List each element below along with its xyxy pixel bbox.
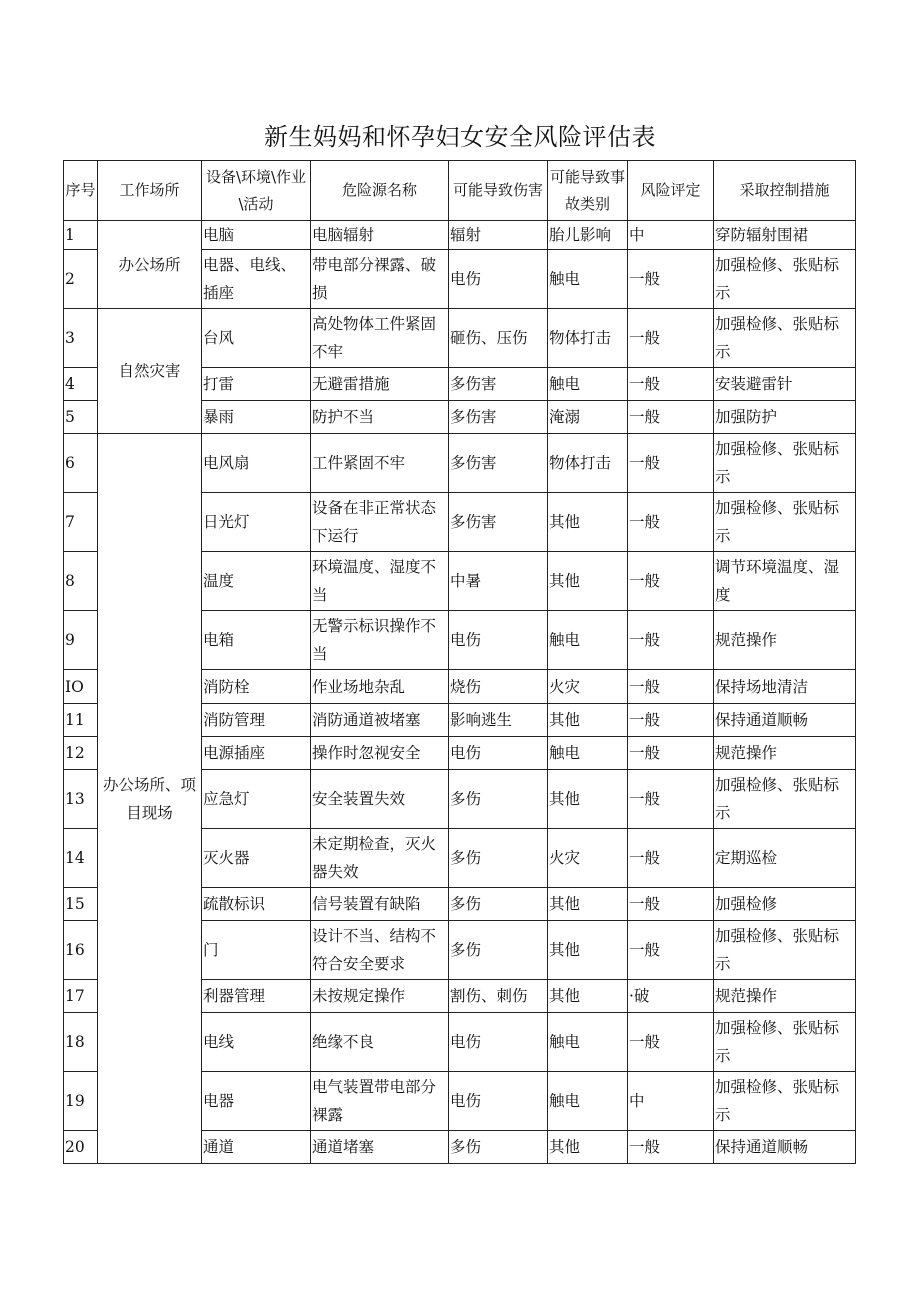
hazard-cell: 工件紧固不牢 xyxy=(311,434,449,493)
hazard-cell: 设备在非正常状态下运行 xyxy=(311,493,449,552)
row-number: 1 xyxy=(64,221,98,250)
measure-cell: 加强防护 xyxy=(714,401,856,434)
accident-cell: 胎儿影响 xyxy=(548,221,628,250)
equipment-cell: 疏散标识 xyxy=(202,888,311,921)
equipment-cell: 台风 xyxy=(202,309,311,368)
injury-cell: 多伤 xyxy=(449,770,548,829)
row-number: 18 xyxy=(64,1013,98,1072)
injury-cell: 电伤 xyxy=(449,1072,548,1131)
hazard-cell: 安全装置失效 xyxy=(311,770,449,829)
measure-cell: 加强检修、张贴标示 xyxy=(714,434,856,493)
risk-level-cell: 一般 xyxy=(628,737,714,770)
hazard-cell: 电气装置带电部分裸露 xyxy=(311,1072,449,1131)
risk-level-cell: 一般 xyxy=(628,829,714,888)
risk-level-cell: 中 xyxy=(628,1072,714,1131)
equipment-cell: 电风扇 xyxy=(202,434,311,493)
header-workplace: 工作场所 xyxy=(98,161,202,221)
row-number: 11 xyxy=(64,704,98,737)
header-hazard: 危险源名称 xyxy=(311,161,449,221)
accident-cell: 物体打击 xyxy=(548,434,628,493)
equipment-cell: 电器 xyxy=(202,1072,311,1131)
injury-cell: 影响逃生 xyxy=(449,704,548,737)
row-number: 2 xyxy=(64,250,98,309)
risk-level-cell: 一般 xyxy=(628,704,714,737)
equipment-cell: 消防管理 xyxy=(202,704,311,737)
accident-cell: 淹溺 xyxy=(548,401,628,434)
measure-cell: 加强检修、张贴标示 xyxy=(714,493,856,552)
accident-cell: 触电 xyxy=(548,250,628,309)
injury-cell: 多伤害 xyxy=(449,434,548,493)
hazard-cell: 电脑辐射 xyxy=(311,221,449,250)
accident-cell: 触电 xyxy=(548,368,628,401)
hazard-cell: 作业场地杂乱 xyxy=(311,670,449,704)
injury-cell: 辐射 xyxy=(449,221,548,250)
equipment-cell: 电源插座 xyxy=(202,737,311,770)
accident-cell: 触电 xyxy=(548,611,628,670)
accident-cell: 其他 xyxy=(548,704,628,737)
measure-cell: 调节环境温度、湿度 xyxy=(714,552,856,611)
measure-cell: 规范操作 xyxy=(714,737,856,770)
injury-cell: 烧伤 xyxy=(449,670,548,704)
risk-level-cell: 一般 xyxy=(628,250,714,309)
measure-cell: 加强检修、张贴标示 xyxy=(714,250,856,309)
row-number: 17 xyxy=(64,980,98,1013)
header-no: 序号 xyxy=(64,161,98,221)
hazard-cell: 通道堵塞 xyxy=(311,1131,449,1164)
hazard-cell: 环境温度、湿度不当 xyxy=(311,552,449,611)
accident-cell: 其他 xyxy=(548,980,628,1013)
table-row xyxy=(64,221,856,250)
header-row xyxy=(64,161,856,221)
equipment-cell: 打雷 xyxy=(202,368,311,401)
hazard-cell: 未按规定操作 xyxy=(311,980,449,1013)
risk-level-cell: 一般 xyxy=(628,1013,714,1072)
measure-cell: 加强检修、张贴标示 xyxy=(714,770,856,829)
risk-level-cell: 一般 xyxy=(628,309,714,368)
workplace-cell: 办公场所、项目现场 xyxy=(98,434,202,1164)
row-number: 3 xyxy=(64,309,98,368)
row-number: 16 xyxy=(64,921,98,980)
hazard-cell: 高处物体工件紧固不牢 xyxy=(311,309,449,368)
row-number: IO xyxy=(64,670,98,704)
measure-cell: 保持通道顺畅 xyxy=(714,704,856,737)
accident-cell: 火灾 xyxy=(548,670,628,704)
risk-level-cell: 一般 xyxy=(628,921,714,980)
hazard-cell: 带电部分裸露、破损 xyxy=(311,250,449,309)
measure-cell: 安装避雷针 xyxy=(714,368,856,401)
row-number: 19 xyxy=(64,1072,98,1131)
measure-cell: 加强检修 xyxy=(714,888,856,921)
measure-cell: 加强检修、张贴标示 xyxy=(714,1013,856,1072)
row-number: 8 xyxy=(64,552,98,611)
equipment-cell: 电线 xyxy=(202,1013,311,1072)
injury-cell: 中暑 xyxy=(449,552,548,611)
hazard-cell: 无警示标识操作不当 xyxy=(311,611,449,670)
injury-cell: 多伤害 xyxy=(449,401,548,434)
equipment-cell: 电器、电线、插座 xyxy=(202,250,311,309)
equipment-cell: 电箱 xyxy=(202,611,311,670)
workplace-cell: 自然灾害 xyxy=(98,309,202,434)
row-number: 6 xyxy=(64,434,98,493)
risk-level-cell: 一般 xyxy=(628,401,714,434)
workplace-cell: 办公场所 xyxy=(98,221,202,309)
injury-cell: 多伤 xyxy=(449,888,548,921)
row-number: 12 xyxy=(64,737,98,770)
measure-cell: 加强检修、张贴标示 xyxy=(714,309,856,368)
accident-cell: 其他 xyxy=(548,770,628,829)
risk-level-cell: 一般 xyxy=(628,368,714,401)
measure-cell: 加强检修、张贴标示 xyxy=(714,1072,856,1131)
equipment-cell: 利器管理 xyxy=(202,980,311,1013)
hazard-cell: 消防通道被堵塞 xyxy=(311,704,449,737)
row-number: 7 xyxy=(64,493,98,552)
hazard-cell: 未定期检查，灭火器失效 xyxy=(311,829,449,888)
measure-cell: 保持场地清洁 xyxy=(714,670,856,704)
measure-cell: 保持通道顺畅 xyxy=(714,1131,856,1164)
equipment-cell: 电脑 xyxy=(202,221,311,250)
row-number: 13 xyxy=(64,770,98,829)
row-number: 15 xyxy=(64,888,98,921)
hazard-cell: 信号装置有缺陷 xyxy=(311,888,449,921)
injury-cell: 砸伤、压伤 xyxy=(449,309,548,368)
injury-cell: 多伤 xyxy=(449,829,548,888)
accident-cell: 其他 xyxy=(548,552,628,611)
measure-cell: 定期巡检 xyxy=(714,829,856,888)
injury-cell: 多伤 xyxy=(449,921,548,980)
risk-level-cell: 一般 xyxy=(628,493,714,552)
risk-level-cell: 中 xyxy=(628,221,714,250)
accident-cell: 其他 xyxy=(548,1131,628,1164)
risk-level-cell: 一般 xyxy=(628,552,714,611)
equipment-cell: 门 xyxy=(202,921,311,980)
hazard-cell: 操作时忽视安全 xyxy=(311,737,449,770)
header-accident: 可能导致事故类别 xyxy=(548,161,628,221)
header-equipment: 设备\环境\作业\活动 xyxy=(202,161,311,221)
risk-level-cell: 一般 xyxy=(628,1131,714,1164)
risk-level-cell: 一般 xyxy=(628,888,714,921)
measure-cell: 规范操作 xyxy=(714,980,856,1013)
injury-cell: 电伤 xyxy=(449,1013,548,1072)
accident-cell: 触电 xyxy=(548,1072,628,1131)
equipment-cell: 日光灯 xyxy=(202,493,311,552)
accident-cell: 其他 xyxy=(548,493,628,552)
risk-level-cell: 一般 xyxy=(628,434,714,493)
row-number: 4 xyxy=(64,368,98,401)
equipment-cell: 温度 xyxy=(202,552,311,611)
header-risk-level: 风险评定 xyxy=(628,161,714,221)
row-number: 5 xyxy=(64,401,98,434)
accident-cell: 触电 xyxy=(548,1013,628,1072)
accident-cell: 其他 xyxy=(548,921,628,980)
measure-cell: 规范操作 xyxy=(714,611,856,670)
injury-cell: 电伤 xyxy=(449,250,548,309)
measure-cell: 穿防辐射围裙 xyxy=(714,221,856,250)
hazard-cell: 绝缘不良 xyxy=(311,1013,449,1072)
hazard-cell: 无避雷措施 xyxy=(311,368,449,401)
equipment-cell: 暴雨 xyxy=(202,401,311,434)
equipment-cell: 灭火器 xyxy=(202,829,311,888)
accident-cell: 其他 xyxy=(548,888,628,921)
row-number: 14 xyxy=(64,829,98,888)
injury-cell: 电伤 xyxy=(449,737,548,770)
header-measure: 采取控制措施 xyxy=(714,161,856,221)
injury-cell: 多伤 xyxy=(449,1131,548,1164)
equipment-cell: 应急灯 xyxy=(202,770,311,829)
row-number: 9 xyxy=(64,611,98,670)
risk-level-cell: ·破 xyxy=(628,980,714,1013)
risk-level-cell: 一般 xyxy=(628,770,714,829)
hazard-cell: 设计不当、结构不符合安全要求 xyxy=(311,921,449,980)
injury-cell: 割伤、刺伤 xyxy=(449,980,548,1013)
page-title: 新生妈妈和怀孕妇女安全风险评估表 xyxy=(264,123,656,151)
equipment-cell: 通道 xyxy=(202,1131,311,1164)
hazard-cell: 防护不当 xyxy=(311,401,449,434)
header-injury: 可能导致伤害 xyxy=(449,161,548,221)
accident-cell: 火灾 xyxy=(548,829,628,888)
risk-level-cell: 一般 xyxy=(628,670,714,704)
risk-assessment-table xyxy=(63,160,856,1164)
row-number: 20 xyxy=(64,1131,98,1164)
injury-cell: 电伤 xyxy=(449,611,548,670)
measure-cell: 加强检修、张贴标示 xyxy=(714,921,856,980)
risk-level-cell: 一般 xyxy=(628,611,714,670)
injury-cell: 多伤害 xyxy=(449,368,548,401)
table-row xyxy=(64,309,856,368)
table-row xyxy=(64,434,856,493)
accident-cell: 物体打击 xyxy=(548,309,628,368)
injury-cell: 多伤害 xyxy=(449,493,548,552)
equipment-cell: 消防栓 xyxy=(202,670,311,704)
accident-cell: 触电 xyxy=(548,737,628,770)
